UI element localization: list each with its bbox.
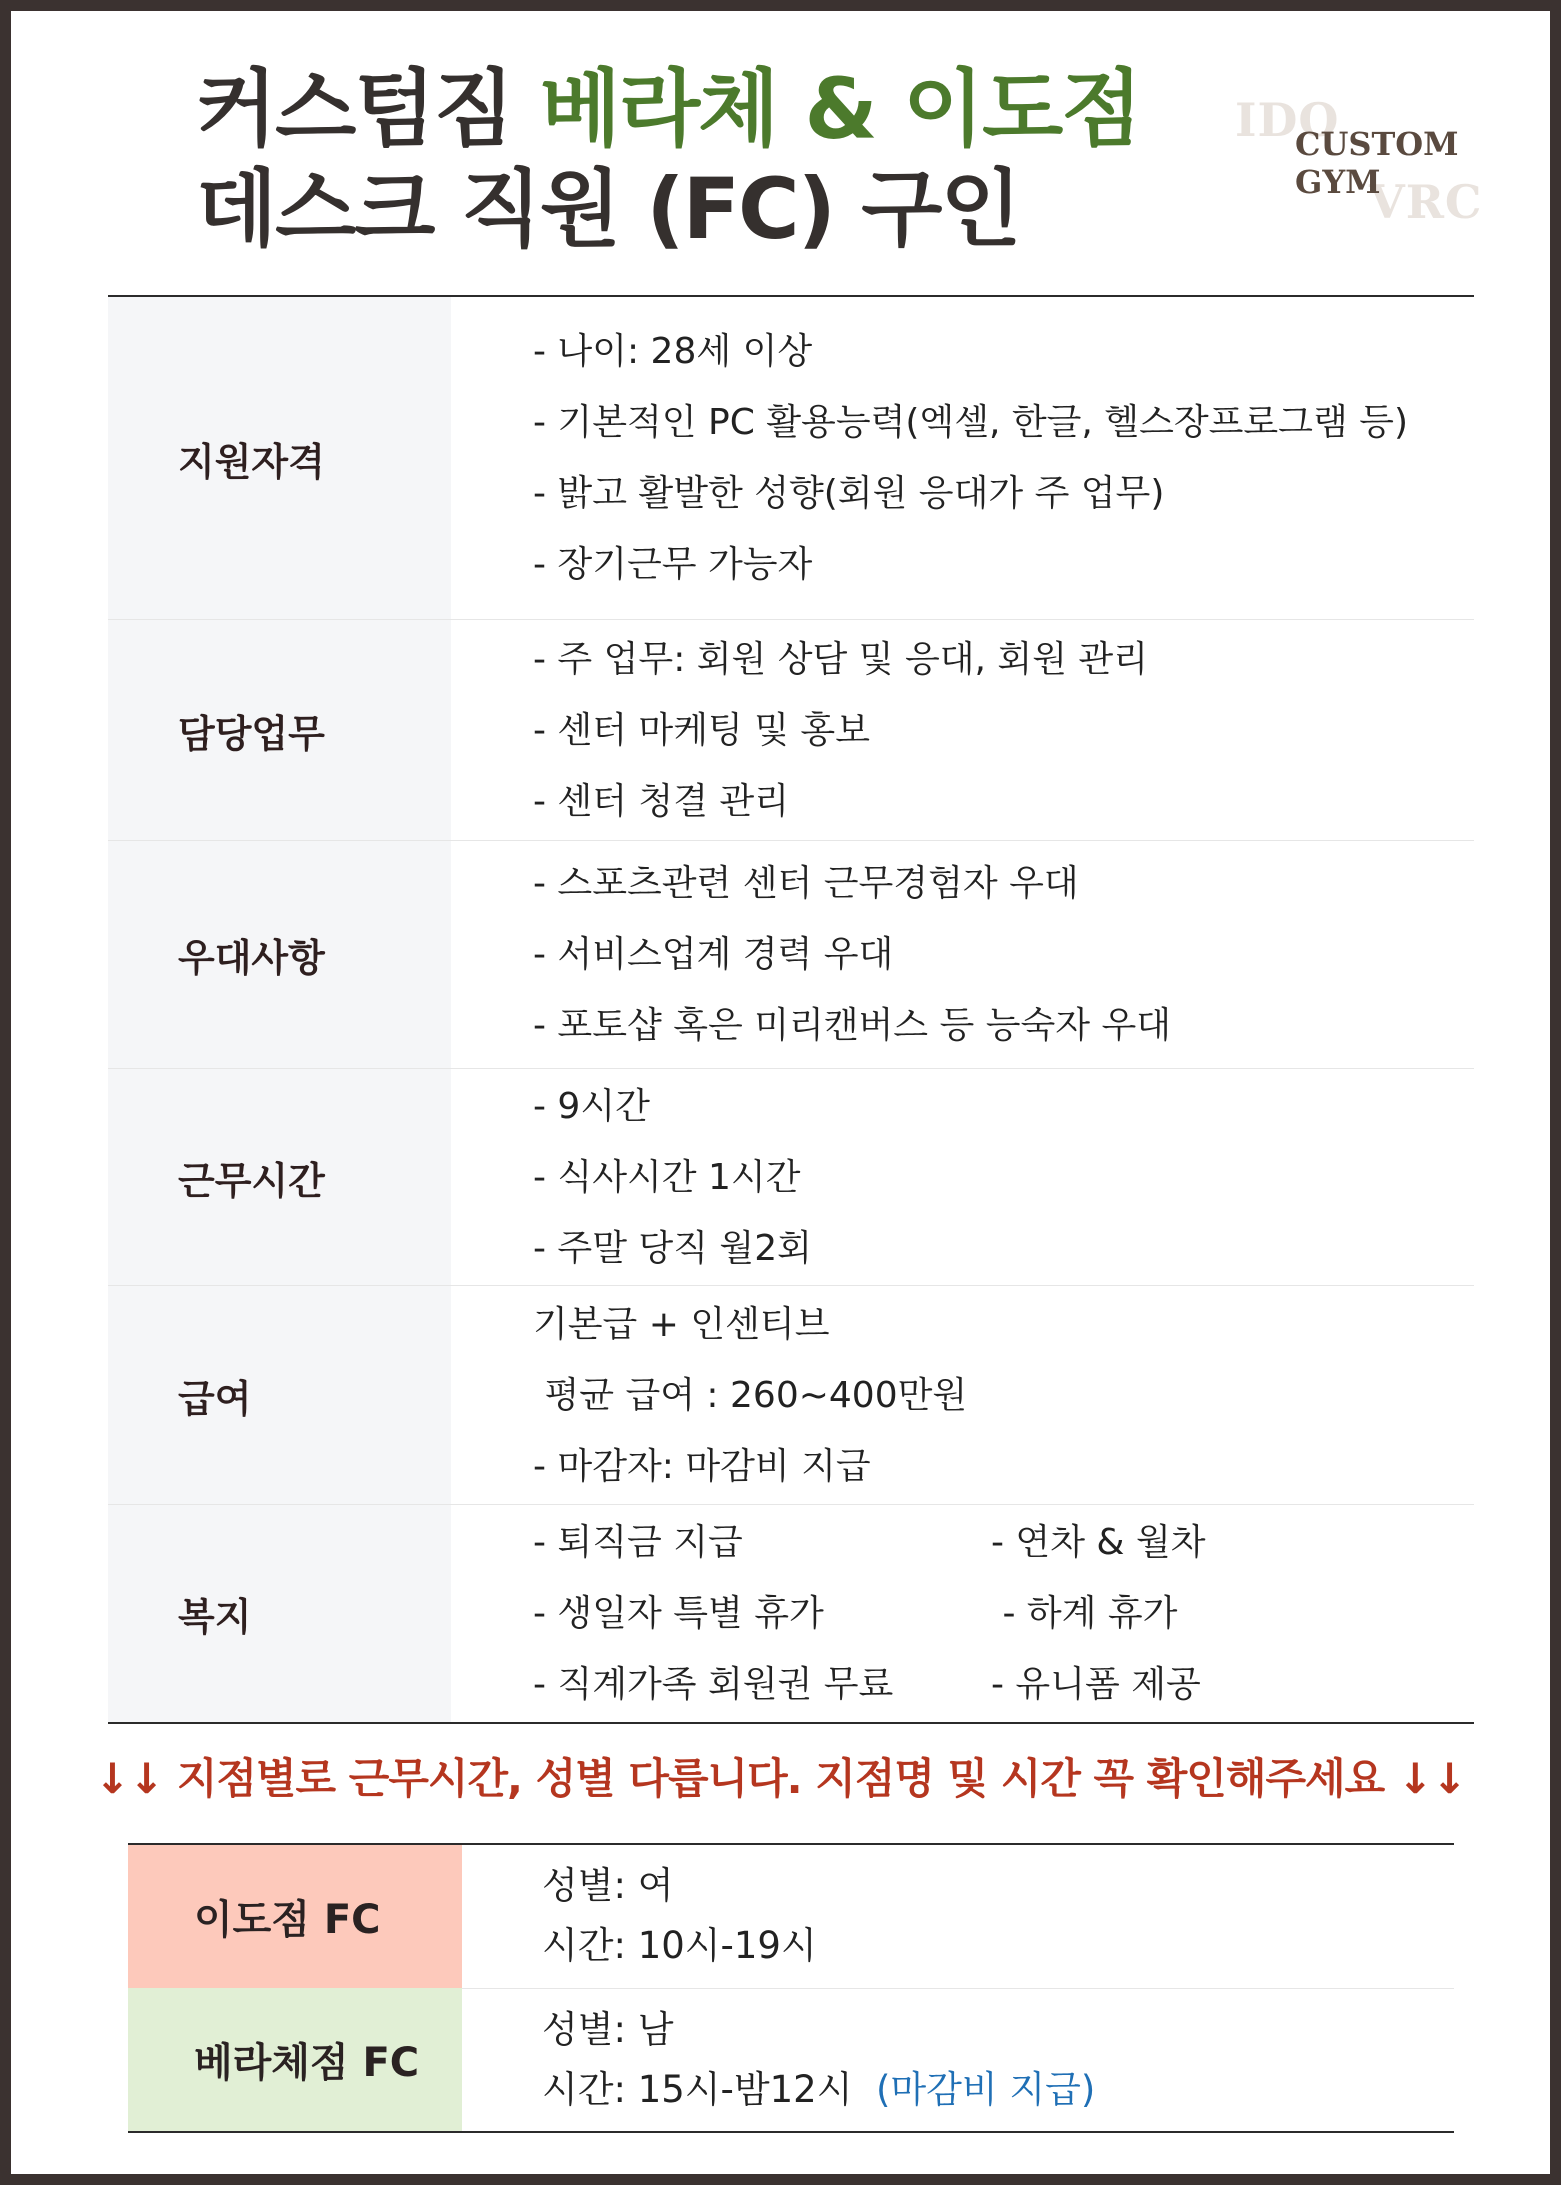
branch-row-ido [128,1844,1454,1988]
title-brand: 커스텀짐 [196,60,540,158]
logo-gym: GYM [1295,163,1381,201]
section-welfare [108,1505,1474,1724]
section-preferences [108,841,1474,1069]
branch-label: 베라체점 FC [128,1988,462,2132]
welfare-item: - 하계 휴가 [991,1593,1178,1634]
welfare-item: - 생일자 특별 휴가 [533,1593,824,1634]
job-info-table [108,295,1474,1724]
welfare-row [533,1578,1474,1649]
logo-custom: CUSTOM [1295,125,1459,163]
content-line: - 마감자: 마감비 지급 [533,1445,871,1487]
section-label: 근무시간 [108,1069,451,1286]
welfare-item: - 직계가족 회원권 무료 [533,1664,894,1705]
branch-time: 시간: 15시-밤12시 [542,2067,853,2111]
content-line: - 스포츠관련 센터 근무경험자 우대 [533,863,1079,904]
section-label: 우대사항 [108,841,451,1069]
section-label: 지원자격 [108,296,451,620]
branch-gender: 성별: 남 [542,2007,674,2051]
section-qualification [108,296,1474,620]
branch-time: 시간: 10시-19시 [542,1924,817,1968]
poster-title [196,59,1140,259]
section-content [451,841,1474,1069]
branch-label: 이도점 FC [128,1844,462,1988]
section-content [451,1505,1474,1724]
branch-time-line [542,2060,1454,2120]
content-line: - 나이: 28세 이상 [533,331,813,372]
section-content [451,1069,1474,1286]
branch-row-verache [128,1988,1454,2132]
content-line: 평균 급여 : 260~400만원 [533,1374,968,1416]
branch-table [128,1843,1454,2133]
welfare-row [533,1507,1474,1578]
content-line: - 기본적인 PC 활용능력(엑셀, 한글, 헬스장프로그램 등) [533,402,1408,443]
logo-ghost-ido: IDO [1235,93,1340,147]
section-label: 담당업무 [108,620,451,841]
welfare-item: - 유니폼 제공 [991,1664,1201,1705]
section-label: 급여 [108,1286,451,1505]
content-line: - 주말 당직 월2회 [533,1227,812,1269]
welfare-item: - 연차 & 월차 [991,1522,1206,1563]
content-line: - 9시간 [533,1085,650,1127]
branch-gender: 성별: 여 [542,1864,674,1908]
branch-content [462,1844,1454,1988]
section-label: 복지 [108,1505,451,1724]
branch-content [462,1988,1454,2132]
logo-wordmark [1295,125,1459,201]
content-line: - 밝고 활발한 성향(회원 응대가 주 업무) [533,473,1165,514]
content-line: - 센터 청결 관리 [533,780,789,822]
welfare-item: - 퇴직금 지급 [533,1522,743,1563]
content-line: - 서비스업계 경력 우대 [533,934,894,975]
content-line: - 포토샵 혹은 미리캔버스 등 능숙자 우대 [533,1005,1172,1046]
branch-notice: ↓↓ 지점별로 근무시간, 성별 다릅니다. 지점명 및 시간 꼭 확인해주세요 ↓↓ [94,1754,1467,1803]
content-line: - 식사시간 1시간 [533,1156,801,1198]
content-line: - 센터 마케팅 및 홍보 [533,709,870,751]
content-line: - 주 업무: 회원 상담 및 응대, 회원 관리 [533,638,1148,680]
closing-fee-note: (마감비 지급) [875,2067,1096,2111]
title-branches: 베라체 & 이도점 [539,60,1141,158]
title-line-1 [196,59,1140,159]
custom-gym-logo [1229,93,1483,233]
section-content [451,620,1474,841]
title-line-2: 데스크 직원 (FC) 구인 [196,160,1020,258]
content-line: - 장기근무 가능자 [533,544,813,585]
section-salary [108,1286,1474,1505]
section-duties [108,620,1474,841]
logo-ghost-vrc: VRC [1369,175,1483,229]
section-hours [108,1069,1474,1286]
content-line: 기본급 + 인센티브 [533,1303,830,1345]
section-content [451,1286,1474,1505]
section-content [451,296,1474,620]
welfare-row [533,1649,1474,1720]
